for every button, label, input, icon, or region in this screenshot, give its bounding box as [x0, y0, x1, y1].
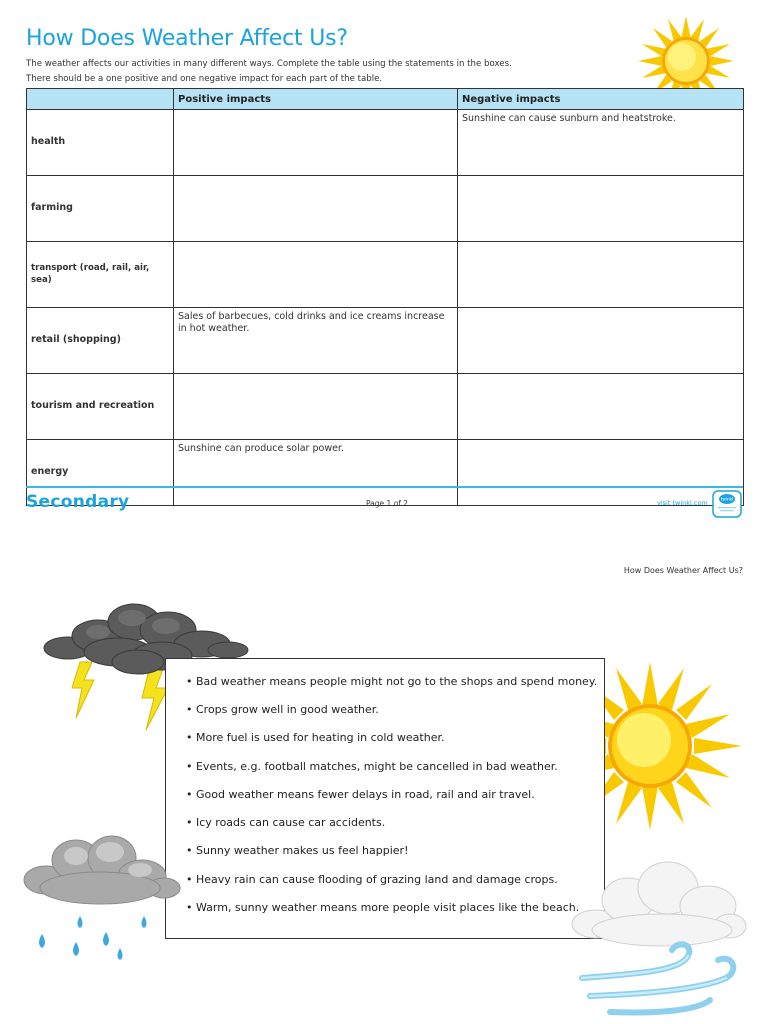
cell-health-positive[interactable] — [174, 110, 458, 176]
lightning-icon — [72, 662, 168, 730]
row-label-transport: transport (road, rail, air, sea) — [27, 242, 174, 308]
cell-farming-positive[interactable] — [174, 176, 458, 242]
cell-farming-negative[interactable] — [458, 176, 744, 242]
statement-item[interactable]: • More fuel is used for heating in cold weather. — [186, 731, 445, 744]
intro-line-1: The weather affects our activities in many different ways. Complete the table using the statements in the boxes. — [26, 59, 512, 69]
cell-retail-negative[interactable] — [458, 308, 744, 374]
twinkl-badge-icon — [712, 490, 742, 518]
statement-item[interactable]: • Events, e.g. football matches, might be cancelled in bad weather. — [186, 760, 558, 773]
statements-box — [165, 658, 605, 939]
intro-line-2: There should be a one positive and one negative impact for each part of the table. — [26, 74, 383, 84]
table-row — [27, 110, 744, 176]
rain-cloud-icon — [20, 830, 185, 970]
table-header-row — [27, 89, 744, 110]
table-row — [27, 242, 744, 308]
cloud-icon — [570, 856, 748, 1024]
cell-tourism-positive[interactable] — [174, 374, 458, 440]
cell-energy-negative[interactable] — [458, 440, 744, 506]
statement-item[interactable]: • Good weather means fewer delays in road, rail and air travel. — [186, 788, 535, 801]
raindrop-icon — [39, 916, 147, 960]
cell-transport-negative[interactable] — [458, 242, 744, 308]
table-row — [27, 440, 744, 506]
visit-link[interactable]: visit twinkl.com — [657, 499, 708, 507]
secondary-logo: Secondary — [26, 492, 130, 512]
wind-icon — [582, 944, 733, 1012]
statement-item[interactable]: • Crops grow well in good weather. — [186, 703, 379, 716]
impacts-table — [26, 88, 744, 506]
header-positive: Positive impacts — [174, 89, 458, 110]
cell-health-negative[interactable]: Sunshine can cause sunburn and heatstroke. — [458, 110, 744, 176]
footer-divider — [26, 486, 743, 488]
statement-item[interactable]: • Warm, sunny weather means more people visit places like the beach. — [186, 901, 580, 914]
cell-retail-positive[interactable]: Sales of barbecues, cold drinks and ice creams increase in hot weather. — [174, 308, 458, 374]
cell-transport-positive[interactable] — [174, 242, 458, 308]
page2-header: How Does Weather Affect Us? — [623, 566, 743, 575]
badge-text: twinkl — [720, 496, 734, 502]
statement-item[interactable]: • Bad weather means people might not go to the shops and spend money. — [186, 675, 598, 688]
statement-item[interactable]: • Sunny weather makes us feel happier! — [186, 844, 409, 857]
statement-item[interactable]: • Heavy rain can cause flooding of grazing land and damage crops. — [186, 873, 558, 886]
row-label-retail: retail (shopping) — [27, 308, 174, 374]
table-row — [27, 374, 744, 440]
statement-item[interactable]: • Icy roads can cause car accidents. — [186, 816, 386, 829]
table-row — [27, 176, 744, 242]
row-label-health: health — [27, 110, 174, 176]
row-label-energy: energy — [27, 440, 174, 506]
page-title: How Does Weather Affect Us? — [26, 26, 348, 51]
page-number: Page 1 of 2 — [366, 499, 409, 508]
header-empty — [27, 89, 174, 110]
cell-energy-positive[interactable]: Sunshine can produce solar power. — [174, 440, 458, 506]
row-label-farming: farming — [27, 176, 174, 242]
cell-tourism-negative[interactable] — [458, 374, 744, 440]
header-negative: Negative impacts — [458, 89, 744, 110]
row-label-tourism: tourism and recreation — [27, 374, 174, 440]
table-row — [27, 308, 744, 374]
